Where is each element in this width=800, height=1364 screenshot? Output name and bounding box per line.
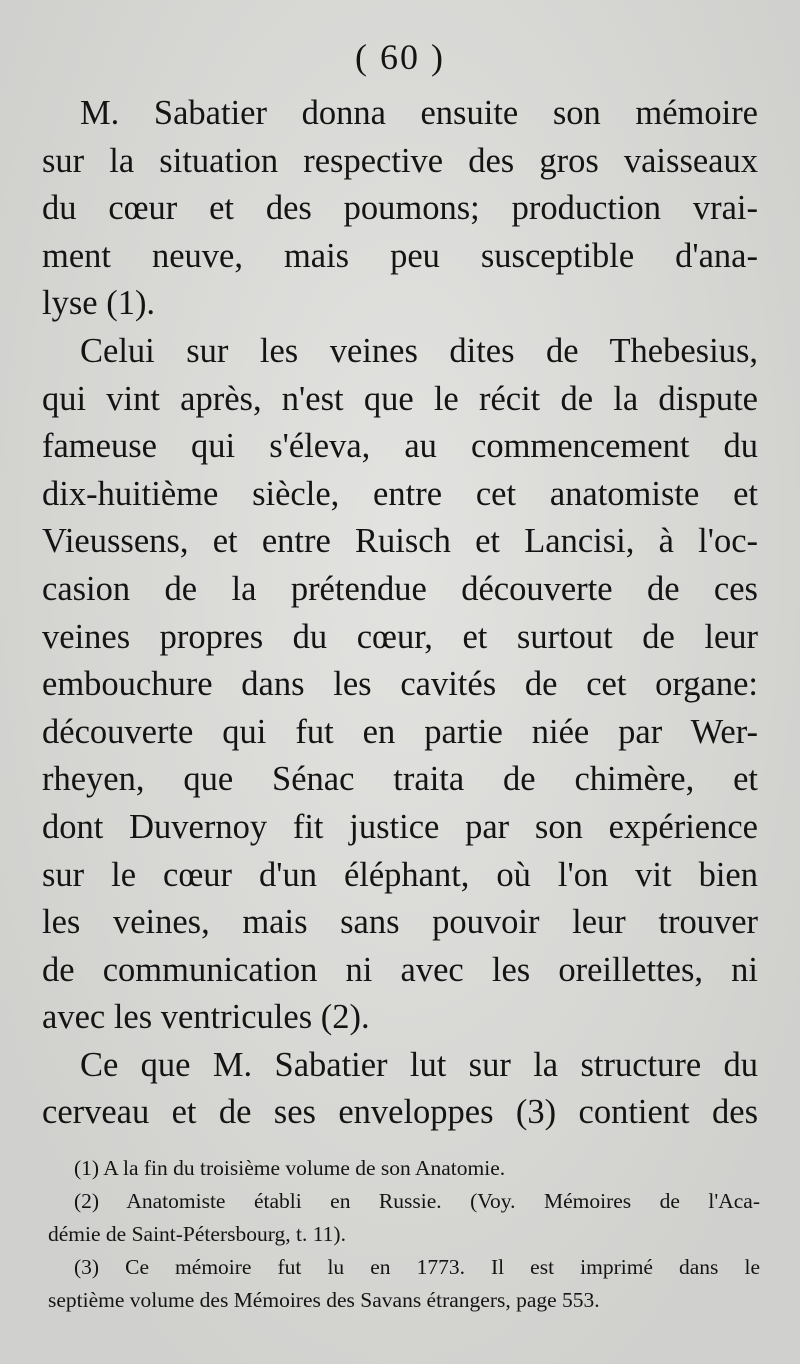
text-line: les veines, mais sans pouvoir leur trouver <box>42 903 758 942</box>
text-line: casion de la prétendue découverte de ces <box>42 569 758 608</box>
main-text <box>42 90 758 1137</box>
text-line: veines propres du cœur, et surtout de leur <box>42 617 758 656</box>
footnote-line: septième volume des Mémoires des Savans étrangers, page 553. <box>48 1288 600 1312</box>
text-line: M. Sabatier donna ensuite son mémoire <box>80 94 758 132</box>
footnote-line: (1) A la fin du troisième volume de son Anatomie. <box>74 1156 506 1180</box>
text-line: lyse (1). <box>42 284 156 323</box>
text-line: fameuse qui s'éleva, au commencement du <box>42 427 758 466</box>
text-line: sur le cœur d'un éléphant, où l'on vit bien <box>42 855 758 894</box>
text-line: Vieussens, et entre Ruisch et Lancisi, à l'oc- <box>42 522 758 561</box>
footnote-line: (3) Ce mémoire fut lu en 1773. Il est imprimé dans le <box>74 1255 760 1279</box>
footnote-line: démie de Saint-Pétersbourg, t. 11). <box>48 1222 346 1246</box>
text-line: sur la situation respective des gros vaisseaux <box>42 141 758 180</box>
text-line: découverte qui fut en partie niée par Wer- <box>42 712 758 751</box>
text-line: cerveau et de ses enveloppes (3) contient des <box>42 1093 758 1132</box>
text-line: dix-huitième siècle, entre cet anatomiste et <box>42 474 758 513</box>
text-line: qui vint après, n'est que le récit de la dispute <box>42 379 758 418</box>
text-line: embouchure dans les cavités de cet organe: <box>42 665 758 704</box>
text-line: dont Duvernoy fit justice par son expérience <box>42 807 758 846</box>
footnote-line: (2) Anatomiste établi en Russie. (Voy. Mémoires de l'Aca- <box>74 1189 760 1213</box>
text-line: de communication ni avec les oreillettes, ni <box>42 950 758 989</box>
text-line: ment neuve, mais peu susceptible d'ana- <box>42 236 758 275</box>
footnotes <box>48 1152 760 1317</box>
page-number: ( 60 ) <box>355 37 445 77</box>
text-line: avec les ventricules (2). <box>42 998 370 1037</box>
text-line: du cœur et des poumons; production vrai- <box>42 189 758 228</box>
text-line: Ce que M. Sabatier lut sur la structure du <box>80 1045 758 1084</box>
text-line: rheyen, que Sénac traita de chimère, et <box>42 760 758 799</box>
text-line: Celui sur les veines dites de Thebesius, <box>80 331 758 370</box>
